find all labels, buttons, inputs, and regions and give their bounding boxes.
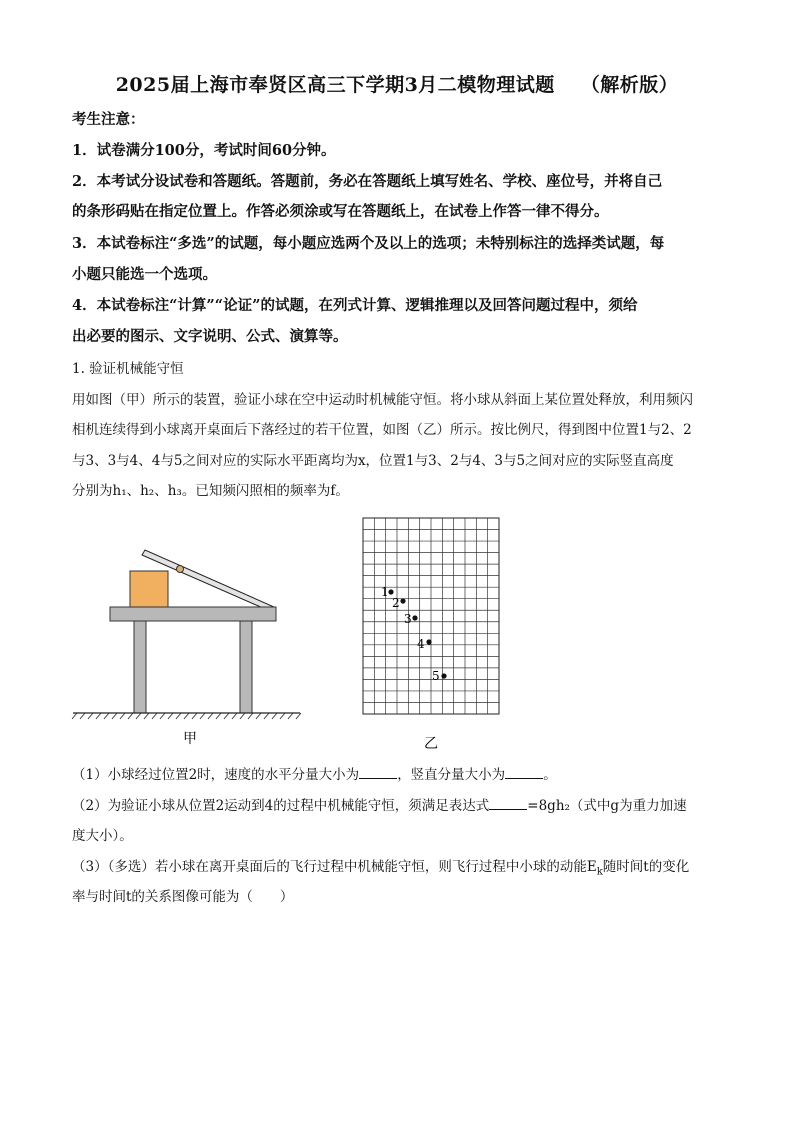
figure-yi-grid (355, 512, 515, 757)
position-point-4 (426, 639, 431, 644)
notice-item-1: 1．试卷满分100分，考试时间60分钟。 (72, 142, 336, 159)
sub3-text-a: （3）（多选）若小球在离开桌面后的飞行过程中机械能守恒，则飞行过程中小球的动能E (72, 859, 597, 875)
question-para-1: 用如图（甲）所示的装置，验证小球在空中运动时机械能守恒。将小球从斜面上某位置处释放，利用频闪 (72, 392, 693, 408)
table-leg-right (240, 621, 252, 713)
sub2-text-b: =8gh₂（式中g为重力加速 (527, 798, 687, 814)
table-leg-left (134, 621, 146, 713)
question-heading: 1. 验证机械能守恒 (72, 361, 184, 377)
ball (177, 566, 184, 573)
figure-jia-label: 甲 (183, 731, 197, 747)
position-point-1 (388, 589, 393, 594)
position-label-1: 1 (381, 585, 389, 599)
notice-item-3-cont: 小题只能选一个选项。 (72, 266, 217, 283)
notice-item-3: 3．本试卷标注“多选”的试题，每小题应选两个及以上的选项；未特别标注的选择类试题，每 (72, 235, 665, 252)
title-subtitle: （解析版） (580, 74, 679, 96)
answer-blank-1b (505, 764, 543, 779)
position-label-2: 2 (392, 596, 400, 610)
block (130, 571, 168, 607)
figure-jia-apparatus (68, 545, 308, 755)
question-para-4: 分别为h₁、h₂、h₃。已知频闪照相的频率为f。 (72, 483, 349, 499)
sub-question-3-cont: 率与时间t的关系图像可能为（ ） (72, 889, 294, 905)
notice-heading: 考生注意： (72, 111, 145, 128)
question-para-2: 相机连续得到小球离开桌面后下落经过的若干位置，如图（乙）所示。按比例尺，得到图中位置1与2、2 (72, 422, 692, 438)
sub1-text-a: （1）小球经过位置2时，速度的水平分量大小为 (72, 767, 360, 783)
sub-question-3 (72, 857, 732, 883)
sub1-text-b: ，竖直分量大小为 (397, 767, 506, 783)
position-label-4: 4 (417, 637, 425, 651)
position-label-3: 3 (404, 612, 412, 626)
sub-question-2 (72, 795, 732, 816)
position-label-5: 5 (432, 669, 440, 683)
position-point-3 (412, 615, 417, 620)
notice-item-2: 2．本考试分设试卷和答题纸。答题前，务必在答题纸上填写姓名、学校、座位号，并将自己 (72, 173, 663, 190)
sub3-text-b: 随时间t的变化 (602, 859, 690, 875)
sub3-subscript: k (596, 866, 603, 878)
position-point-2 (400, 598, 405, 603)
question-para-3: 与3、3与4、4与5之间对应的实际水平距离均为x，位置1与3、2与4、3与5之间对应的实际竖直高度 (72, 453, 674, 469)
page-title (0, 70, 794, 97)
title-text: 2025届上海市奉贤区高三下学期3月二模物理试题 (115, 74, 555, 96)
table-top (110, 607, 276, 621)
sub-question-2-cont: 度大小）。 (72, 828, 133, 844)
sub1-text-c: 。 (543, 767, 557, 783)
notice-item-4-cont: 出必要的图示、文字说明、公式、演算等。 (72, 328, 348, 345)
sub2-text-a: （2）为验证小球从位置2运动到4的过程中机械能守恒，须满足表达式 (72, 798, 490, 814)
position-point-5 (441, 673, 446, 678)
notice-item-2-cont: 的条形码贴在指定位置上。作答必须涂或写在答题纸上，在试卷上作答一律不得分。 (72, 203, 609, 220)
ground-hatching (72, 713, 301, 719)
notice-item-4: 4．本试卷标注“计算”“论证”的试题，在列式计算、逻辑推理以及回答问题过程中，须给 (72, 297, 638, 314)
sub-question-1 (72, 764, 732, 785)
figure-yi-label: 乙 (424, 736, 438, 752)
answer-blank-2 (489, 795, 527, 810)
answer-blank-1a (359, 764, 397, 779)
